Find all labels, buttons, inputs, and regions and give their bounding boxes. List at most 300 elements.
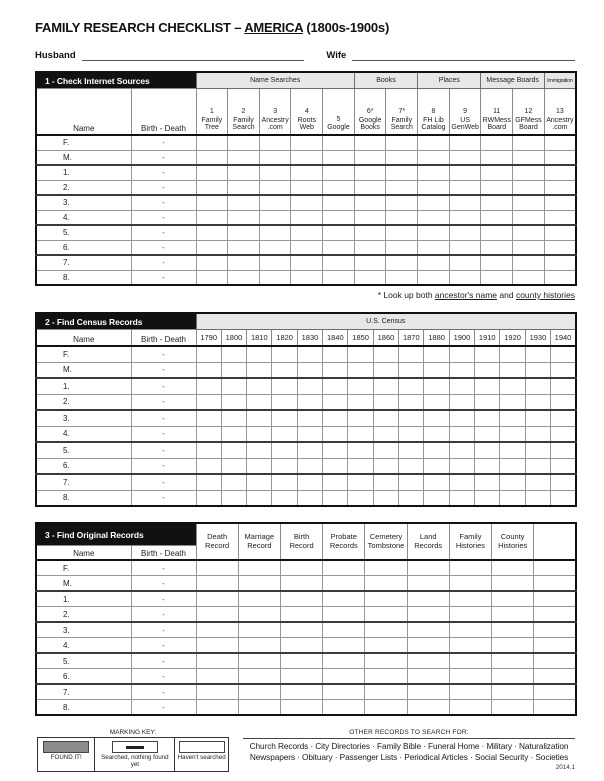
record-check-cell[interactable] <box>492 653 534 669</box>
census-check-cell[interactable] <box>551 378 576 394</box>
record-check-cell[interactable] <box>196 576 238 592</box>
source-check-cell[interactable] <box>196 270 228 285</box>
record-check-cell[interactable] <box>492 591 534 607</box>
census-check-cell[interactable] <box>272 426 297 442</box>
record-check-cell[interactable] <box>238 653 280 669</box>
source-check-cell[interactable] <box>354 255 386 270</box>
record-check-cell[interactable] <box>449 638 491 654</box>
source-check-cell[interactable] <box>513 135 545 150</box>
census-check-cell[interactable] <box>449 362 474 378</box>
source-check-cell[interactable] <box>228 165 260 180</box>
census-check-cell[interactable] <box>373 410 398 426</box>
source-check-cell[interactable] <box>386 165 418 180</box>
record-check-cell[interactable] <box>407 684 449 700</box>
source-check-cell[interactable] <box>291 150 323 165</box>
record-check-cell[interactable] <box>534 684 576 700</box>
birth-death-cell[interactable]: - <box>131 669 196 685</box>
census-check-cell[interactable] <box>272 394 297 410</box>
source-check-cell[interactable] <box>196 150 228 165</box>
record-check-cell[interactable] <box>365 591 407 607</box>
census-check-cell[interactable] <box>247 346 272 362</box>
source-check-cell[interactable] <box>481 150 513 165</box>
census-check-cell[interactable] <box>399 410 424 426</box>
census-check-cell[interactable] <box>373 362 398 378</box>
census-check-cell[interactable] <box>424 362 449 378</box>
record-check-cell[interactable] <box>323 622 365 638</box>
record-check-cell[interactable] <box>196 591 238 607</box>
source-check-cell[interactable] <box>544 180 576 195</box>
census-check-cell[interactable] <box>475 458 500 474</box>
census-check-cell[interactable] <box>551 474 576 490</box>
census-check-cell[interactable] <box>525 346 550 362</box>
census-check-cell[interactable] <box>196 378 221 394</box>
source-check-cell[interactable] <box>386 240 418 255</box>
source-check-cell[interactable] <box>291 210 323 225</box>
census-check-cell[interactable] <box>221 346 246 362</box>
census-check-cell[interactable] <box>348 458 373 474</box>
census-check-cell[interactable] <box>247 426 272 442</box>
census-check-cell[interactable] <box>272 458 297 474</box>
census-check-cell[interactable] <box>449 410 474 426</box>
census-check-cell[interactable] <box>500 458 525 474</box>
census-check-cell[interactable] <box>348 426 373 442</box>
census-check-cell[interactable] <box>196 474 221 490</box>
source-check-cell[interactable] <box>323 180 355 195</box>
census-check-cell[interactable] <box>221 378 246 394</box>
record-check-cell[interactable] <box>534 653 576 669</box>
record-check-cell[interactable] <box>280 700 322 716</box>
census-check-cell[interactable] <box>297 394 322 410</box>
census-check-cell[interactable] <box>373 490 398 506</box>
census-check-cell[interactable] <box>500 442 525 458</box>
census-check-cell[interactable] <box>525 378 550 394</box>
record-check-cell[interactable] <box>449 622 491 638</box>
record-check-cell[interactable] <box>449 560 491 576</box>
census-check-cell[interactable] <box>525 474 550 490</box>
source-check-cell[interactable] <box>386 210 418 225</box>
source-check-cell[interactable] <box>259 210 291 225</box>
census-check-cell[interactable] <box>424 346 449 362</box>
census-check-cell[interactable] <box>475 362 500 378</box>
source-check-cell[interactable] <box>259 150 291 165</box>
record-check-cell[interactable] <box>449 700 491 716</box>
record-check-cell[interactable] <box>196 653 238 669</box>
source-check-cell[interactable] <box>291 255 323 270</box>
record-check-cell[interactable] <box>323 638 365 654</box>
census-check-cell[interactable] <box>348 474 373 490</box>
census-check-cell[interactable] <box>196 458 221 474</box>
record-check-cell[interactable] <box>407 622 449 638</box>
source-check-cell[interactable] <box>449 135 481 150</box>
source-check-cell[interactable] <box>196 255 228 270</box>
record-check-cell[interactable] <box>534 622 576 638</box>
record-check-cell[interactable] <box>323 684 365 700</box>
census-check-cell[interactable] <box>196 410 221 426</box>
source-check-cell[interactable] <box>544 270 576 285</box>
source-check-cell[interactable] <box>418 210 450 225</box>
source-check-cell[interactable] <box>418 135 450 150</box>
census-check-cell[interactable] <box>297 442 322 458</box>
source-check-cell[interactable] <box>544 225 576 240</box>
source-check-cell[interactable] <box>323 210 355 225</box>
source-check-cell[interactable] <box>544 195 576 210</box>
census-check-cell[interactable] <box>449 490 474 506</box>
birth-death-cell[interactable]: - <box>131 270 196 285</box>
census-check-cell[interactable] <box>373 426 398 442</box>
census-check-cell[interactable] <box>500 410 525 426</box>
source-check-cell[interactable] <box>449 210 481 225</box>
source-check-cell[interactable] <box>449 150 481 165</box>
census-check-cell[interactable] <box>297 410 322 426</box>
record-check-cell[interactable] <box>365 684 407 700</box>
birth-death-cell[interactable]: - <box>131 576 196 592</box>
source-check-cell[interactable] <box>418 180 450 195</box>
record-check-cell[interactable] <box>449 591 491 607</box>
census-check-cell[interactable] <box>551 362 576 378</box>
census-check-cell[interactable] <box>323 474 348 490</box>
census-check-cell[interactable] <box>399 490 424 506</box>
birth-death-cell[interactable]: - <box>131 394 196 410</box>
birth-death-cell[interactable]: - <box>131 591 196 607</box>
birth-death-cell[interactable]: - <box>131 195 196 210</box>
census-check-cell[interactable] <box>449 458 474 474</box>
census-check-cell[interactable] <box>424 458 449 474</box>
census-check-cell[interactable] <box>551 410 576 426</box>
record-check-cell[interactable] <box>238 560 280 576</box>
census-check-cell[interactable] <box>424 378 449 394</box>
record-check-cell[interactable] <box>534 576 576 592</box>
source-check-cell[interactable] <box>481 225 513 240</box>
census-check-cell[interactable] <box>221 426 246 442</box>
birth-death-cell[interactable]: - <box>131 180 196 195</box>
source-check-cell[interactable] <box>481 180 513 195</box>
record-check-cell[interactable] <box>365 653 407 669</box>
source-check-cell[interactable] <box>418 165 450 180</box>
source-check-cell[interactable] <box>418 240 450 255</box>
record-check-cell[interactable] <box>492 622 534 638</box>
census-check-cell[interactable] <box>475 346 500 362</box>
census-check-cell[interactable] <box>348 378 373 394</box>
birth-death-cell[interactable]: - <box>131 426 196 442</box>
census-check-cell[interactable] <box>297 346 322 362</box>
record-check-cell[interactable] <box>238 669 280 685</box>
census-check-cell[interactable] <box>297 378 322 394</box>
census-check-cell[interactable] <box>475 490 500 506</box>
census-check-cell[interactable] <box>475 442 500 458</box>
census-check-cell[interactable] <box>551 394 576 410</box>
census-check-cell[interactable] <box>424 474 449 490</box>
record-check-cell[interactable] <box>365 638 407 654</box>
source-check-cell[interactable] <box>228 255 260 270</box>
source-check-cell[interactable] <box>259 270 291 285</box>
source-check-cell[interactable] <box>323 225 355 240</box>
source-check-cell[interactable] <box>323 240 355 255</box>
source-check-cell[interactable] <box>513 150 545 165</box>
census-check-cell[interactable] <box>399 426 424 442</box>
source-check-cell[interactable] <box>259 180 291 195</box>
record-check-cell[interactable] <box>280 591 322 607</box>
census-check-cell[interactable] <box>247 410 272 426</box>
census-check-cell[interactable] <box>475 394 500 410</box>
birth-death-cell[interactable]: - <box>131 165 196 180</box>
record-check-cell[interactable] <box>492 560 534 576</box>
source-check-cell[interactable] <box>513 270 545 285</box>
record-check-cell[interactable] <box>280 607 322 623</box>
census-check-cell[interactable] <box>399 362 424 378</box>
source-check-cell[interactable] <box>291 270 323 285</box>
census-check-cell[interactable] <box>449 394 474 410</box>
birth-death-cell[interactable]: - <box>131 135 196 150</box>
census-check-cell[interactable] <box>551 426 576 442</box>
census-check-cell[interactable] <box>323 394 348 410</box>
census-check-cell[interactable] <box>272 490 297 506</box>
census-check-cell[interactable] <box>247 490 272 506</box>
source-check-cell[interactable] <box>354 270 386 285</box>
census-check-cell[interactable] <box>500 426 525 442</box>
census-check-cell[interactable] <box>500 378 525 394</box>
census-check-cell[interactable] <box>272 442 297 458</box>
record-check-cell[interactable] <box>238 684 280 700</box>
record-check-cell[interactable] <box>492 684 534 700</box>
record-check-cell[interactable] <box>449 653 491 669</box>
census-check-cell[interactable] <box>373 474 398 490</box>
census-check-cell[interactable] <box>525 426 550 442</box>
census-check-cell[interactable] <box>500 490 525 506</box>
source-check-cell[interactable] <box>228 210 260 225</box>
record-check-cell[interactable] <box>449 684 491 700</box>
record-check-cell[interactable] <box>196 638 238 654</box>
birth-death-cell[interactable]: - <box>131 225 196 240</box>
census-check-cell[interactable] <box>221 458 246 474</box>
census-check-cell[interactable] <box>500 346 525 362</box>
record-check-cell[interactable] <box>365 576 407 592</box>
census-check-cell[interactable] <box>323 410 348 426</box>
census-check-cell[interactable] <box>475 410 500 426</box>
record-check-cell[interactable] <box>407 638 449 654</box>
census-check-cell[interactable] <box>525 442 550 458</box>
source-check-cell[interactable] <box>386 270 418 285</box>
source-check-cell[interactable] <box>323 195 355 210</box>
record-check-cell[interactable] <box>196 684 238 700</box>
census-check-cell[interactable] <box>272 410 297 426</box>
record-check-cell[interactable] <box>492 638 534 654</box>
source-check-cell[interactable] <box>449 165 481 180</box>
census-check-cell[interactable] <box>348 410 373 426</box>
census-check-cell[interactable] <box>424 410 449 426</box>
source-check-cell[interactable] <box>354 165 386 180</box>
source-check-cell[interactable] <box>291 225 323 240</box>
source-check-cell[interactable] <box>544 240 576 255</box>
source-check-cell[interactable] <box>449 240 481 255</box>
census-check-cell[interactable] <box>525 362 550 378</box>
source-check-cell[interactable] <box>544 165 576 180</box>
census-check-cell[interactable] <box>323 490 348 506</box>
record-check-cell[interactable] <box>323 576 365 592</box>
source-check-cell[interactable] <box>481 210 513 225</box>
record-check-cell[interactable] <box>323 700 365 716</box>
source-check-cell[interactable] <box>354 135 386 150</box>
census-check-cell[interactable] <box>272 362 297 378</box>
source-check-cell[interactable] <box>291 165 323 180</box>
source-check-cell[interactable] <box>259 165 291 180</box>
census-check-cell[interactable] <box>373 346 398 362</box>
census-check-cell[interactable] <box>424 394 449 410</box>
birth-death-cell[interactable]: - <box>131 638 196 654</box>
source-check-cell[interactable] <box>228 150 260 165</box>
record-check-cell[interactable] <box>407 560 449 576</box>
source-check-cell[interactable] <box>481 135 513 150</box>
census-check-cell[interactable] <box>221 394 246 410</box>
source-check-cell[interactable] <box>449 225 481 240</box>
birth-death-cell[interactable]: - <box>131 378 196 394</box>
census-check-cell[interactable] <box>247 458 272 474</box>
census-check-cell[interactable] <box>272 474 297 490</box>
record-check-cell[interactable] <box>238 576 280 592</box>
census-check-cell[interactable] <box>221 362 246 378</box>
source-check-cell[interactable] <box>228 270 260 285</box>
source-check-cell[interactable] <box>291 195 323 210</box>
census-check-cell[interactable] <box>297 426 322 442</box>
source-check-cell[interactable] <box>513 225 545 240</box>
census-check-cell[interactable] <box>449 442 474 458</box>
census-check-cell[interactable] <box>525 410 550 426</box>
source-check-cell[interactable] <box>196 180 228 195</box>
record-check-cell[interactable] <box>323 653 365 669</box>
census-check-cell[interactable] <box>348 394 373 410</box>
source-check-cell[interactable] <box>323 270 355 285</box>
source-check-cell[interactable] <box>386 180 418 195</box>
census-check-cell[interactable] <box>196 346 221 362</box>
source-check-cell[interactable] <box>354 240 386 255</box>
census-check-cell[interactable] <box>221 474 246 490</box>
record-check-cell[interactable] <box>280 576 322 592</box>
source-check-cell[interactable] <box>449 195 481 210</box>
record-check-cell[interactable] <box>492 669 534 685</box>
census-check-cell[interactable] <box>500 362 525 378</box>
source-check-cell[interactable] <box>228 195 260 210</box>
record-check-cell[interactable] <box>365 607 407 623</box>
source-check-cell[interactable] <box>544 210 576 225</box>
census-check-cell[interactable] <box>247 442 272 458</box>
record-check-cell[interactable] <box>280 653 322 669</box>
birth-death-cell[interactable]: - <box>131 684 196 700</box>
record-check-cell[interactable] <box>196 560 238 576</box>
record-check-cell[interactable] <box>534 700 576 716</box>
record-check-cell[interactable] <box>280 622 322 638</box>
census-check-cell[interactable] <box>399 442 424 458</box>
record-check-cell[interactable] <box>238 591 280 607</box>
census-check-cell[interactable] <box>297 362 322 378</box>
census-check-cell[interactable] <box>323 362 348 378</box>
source-check-cell[interactable] <box>513 165 545 180</box>
record-check-cell[interactable] <box>280 684 322 700</box>
source-check-cell[interactable] <box>386 225 418 240</box>
record-check-cell[interactable] <box>534 669 576 685</box>
source-check-cell[interactable] <box>449 255 481 270</box>
census-check-cell[interactable] <box>323 442 348 458</box>
census-check-cell[interactable] <box>297 458 322 474</box>
source-check-cell[interactable] <box>291 180 323 195</box>
census-check-cell[interactable] <box>551 458 576 474</box>
record-check-cell[interactable] <box>238 622 280 638</box>
census-check-cell[interactable] <box>475 426 500 442</box>
source-check-cell[interactable] <box>196 240 228 255</box>
record-check-cell[interactable] <box>323 560 365 576</box>
source-check-cell[interactable] <box>354 180 386 195</box>
census-check-cell[interactable] <box>247 378 272 394</box>
record-check-cell[interactable] <box>365 560 407 576</box>
birth-death-cell[interactable]: - <box>131 490 196 506</box>
record-check-cell[interactable] <box>449 576 491 592</box>
record-check-cell[interactable] <box>196 700 238 716</box>
record-check-cell[interactable] <box>534 607 576 623</box>
census-check-cell[interactable] <box>525 490 550 506</box>
census-check-cell[interactable] <box>424 426 449 442</box>
census-check-cell[interactable] <box>323 426 348 442</box>
census-check-cell[interactable] <box>348 442 373 458</box>
source-check-cell[interactable] <box>228 180 260 195</box>
record-check-cell[interactable] <box>534 591 576 607</box>
source-check-cell[interactable] <box>196 225 228 240</box>
record-check-cell[interactable] <box>365 700 407 716</box>
census-check-cell[interactable] <box>247 474 272 490</box>
birth-death-cell[interactable]: - <box>131 653 196 669</box>
birth-death-cell[interactable]: - <box>131 560 196 576</box>
record-check-cell[interactable] <box>534 560 576 576</box>
source-check-cell[interactable] <box>481 195 513 210</box>
birth-death-cell[interactable]: - <box>131 622 196 638</box>
record-check-cell[interactable] <box>238 700 280 716</box>
source-check-cell[interactable] <box>291 135 323 150</box>
source-check-cell[interactable] <box>196 210 228 225</box>
source-check-cell[interactable] <box>323 135 355 150</box>
census-check-cell[interactable] <box>348 346 373 362</box>
record-check-cell[interactable] <box>407 607 449 623</box>
census-check-cell[interactable] <box>247 394 272 410</box>
birth-death-cell[interactable]: - <box>131 474 196 490</box>
census-check-cell[interactable] <box>348 490 373 506</box>
record-check-cell[interactable] <box>280 638 322 654</box>
census-check-cell[interactable] <box>551 490 576 506</box>
source-check-cell[interactable] <box>354 150 386 165</box>
record-check-cell[interactable] <box>196 622 238 638</box>
source-check-cell[interactable] <box>354 195 386 210</box>
source-check-cell[interactable] <box>513 255 545 270</box>
census-check-cell[interactable] <box>221 410 246 426</box>
birth-death-cell[interactable]: - <box>131 150 196 165</box>
census-check-cell[interactable] <box>323 346 348 362</box>
birth-death-cell[interactable]: - <box>131 410 196 426</box>
source-check-cell[interactable] <box>481 270 513 285</box>
source-check-cell[interactable] <box>228 225 260 240</box>
source-check-cell[interactable] <box>418 195 450 210</box>
census-check-cell[interactable] <box>196 362 221 378</box>
source-check-cell[interactable] <box>544 255 576 270</box>
source-check-cell[interactable] <box>323 165 355 180</box>
source-check-cell[interactable] <box>449 180 481 195</box>
record-check-cell[interactable] <box>407 700 449 716</box>
source-check-cell[interactable] <box>196 165 228 180</box>
record-check-cell[interactable] <box>196 607 238 623</box>
record-check-cell[interactable] <box>323 669 365 685</box>
record-check-cell[interactable] <box>449 607 491 623</box>
source-check-cell[interactable] <box>323 255 355 270</box>
source-check-cell[interactable] <box>386 150 418 165</box>
census-check-cell[interactable] <box>475 378 500 394</box>
census-check-cell[interactable] <box>424 490 449 506</box>
birth-death-cell[interactable]: - <box>131 346 196 362</box>
record-check-cell[interactable] <box>323 591 365 607</box>
